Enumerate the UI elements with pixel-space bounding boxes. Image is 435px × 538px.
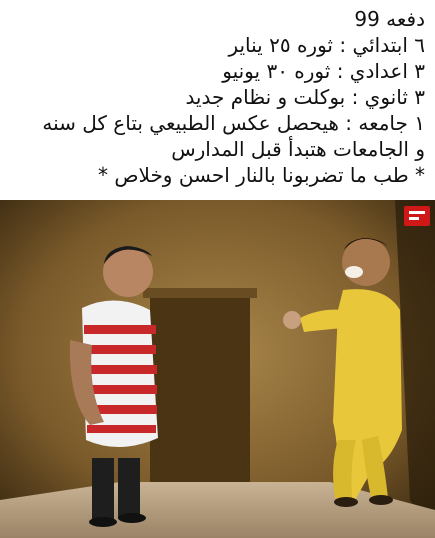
caption-line-6: و الجامعات هتبدأ قبل المدارس (171, 137, 425, 161)
caption-line-1: دفعه 99 (354, 7, 425, 31)
tv-scene-photo (0, 200, 435, 538)
caption-line-2: ٦ ابتدائي : ثوره ٢٥ يناير (228, 33, 425, 57)
caption-line-7: * طب ما تضربونا بالنار احسن وخلاص * (97, 163, 425, 187)
dark-doorway (150, 295, 250, 490)
caption-line-3: ٣ اعدادي : ثوره ٣٠ يونيو (222, 59, 425, 83)
channel-logo-icon (404, 206, 430, 226)
caption-line-5: ١ جامعه : هيحصل عكس الطبيعي بتاع كل سنه (42, 111, 425, 135)
caption-line-4: ٣ ثانوي : بوكلت و نظام جديد (185, 85, 425, 109)
meme-caption (0, 0, 435, 200)
doorway-frame (143, 288, 257, 298)
